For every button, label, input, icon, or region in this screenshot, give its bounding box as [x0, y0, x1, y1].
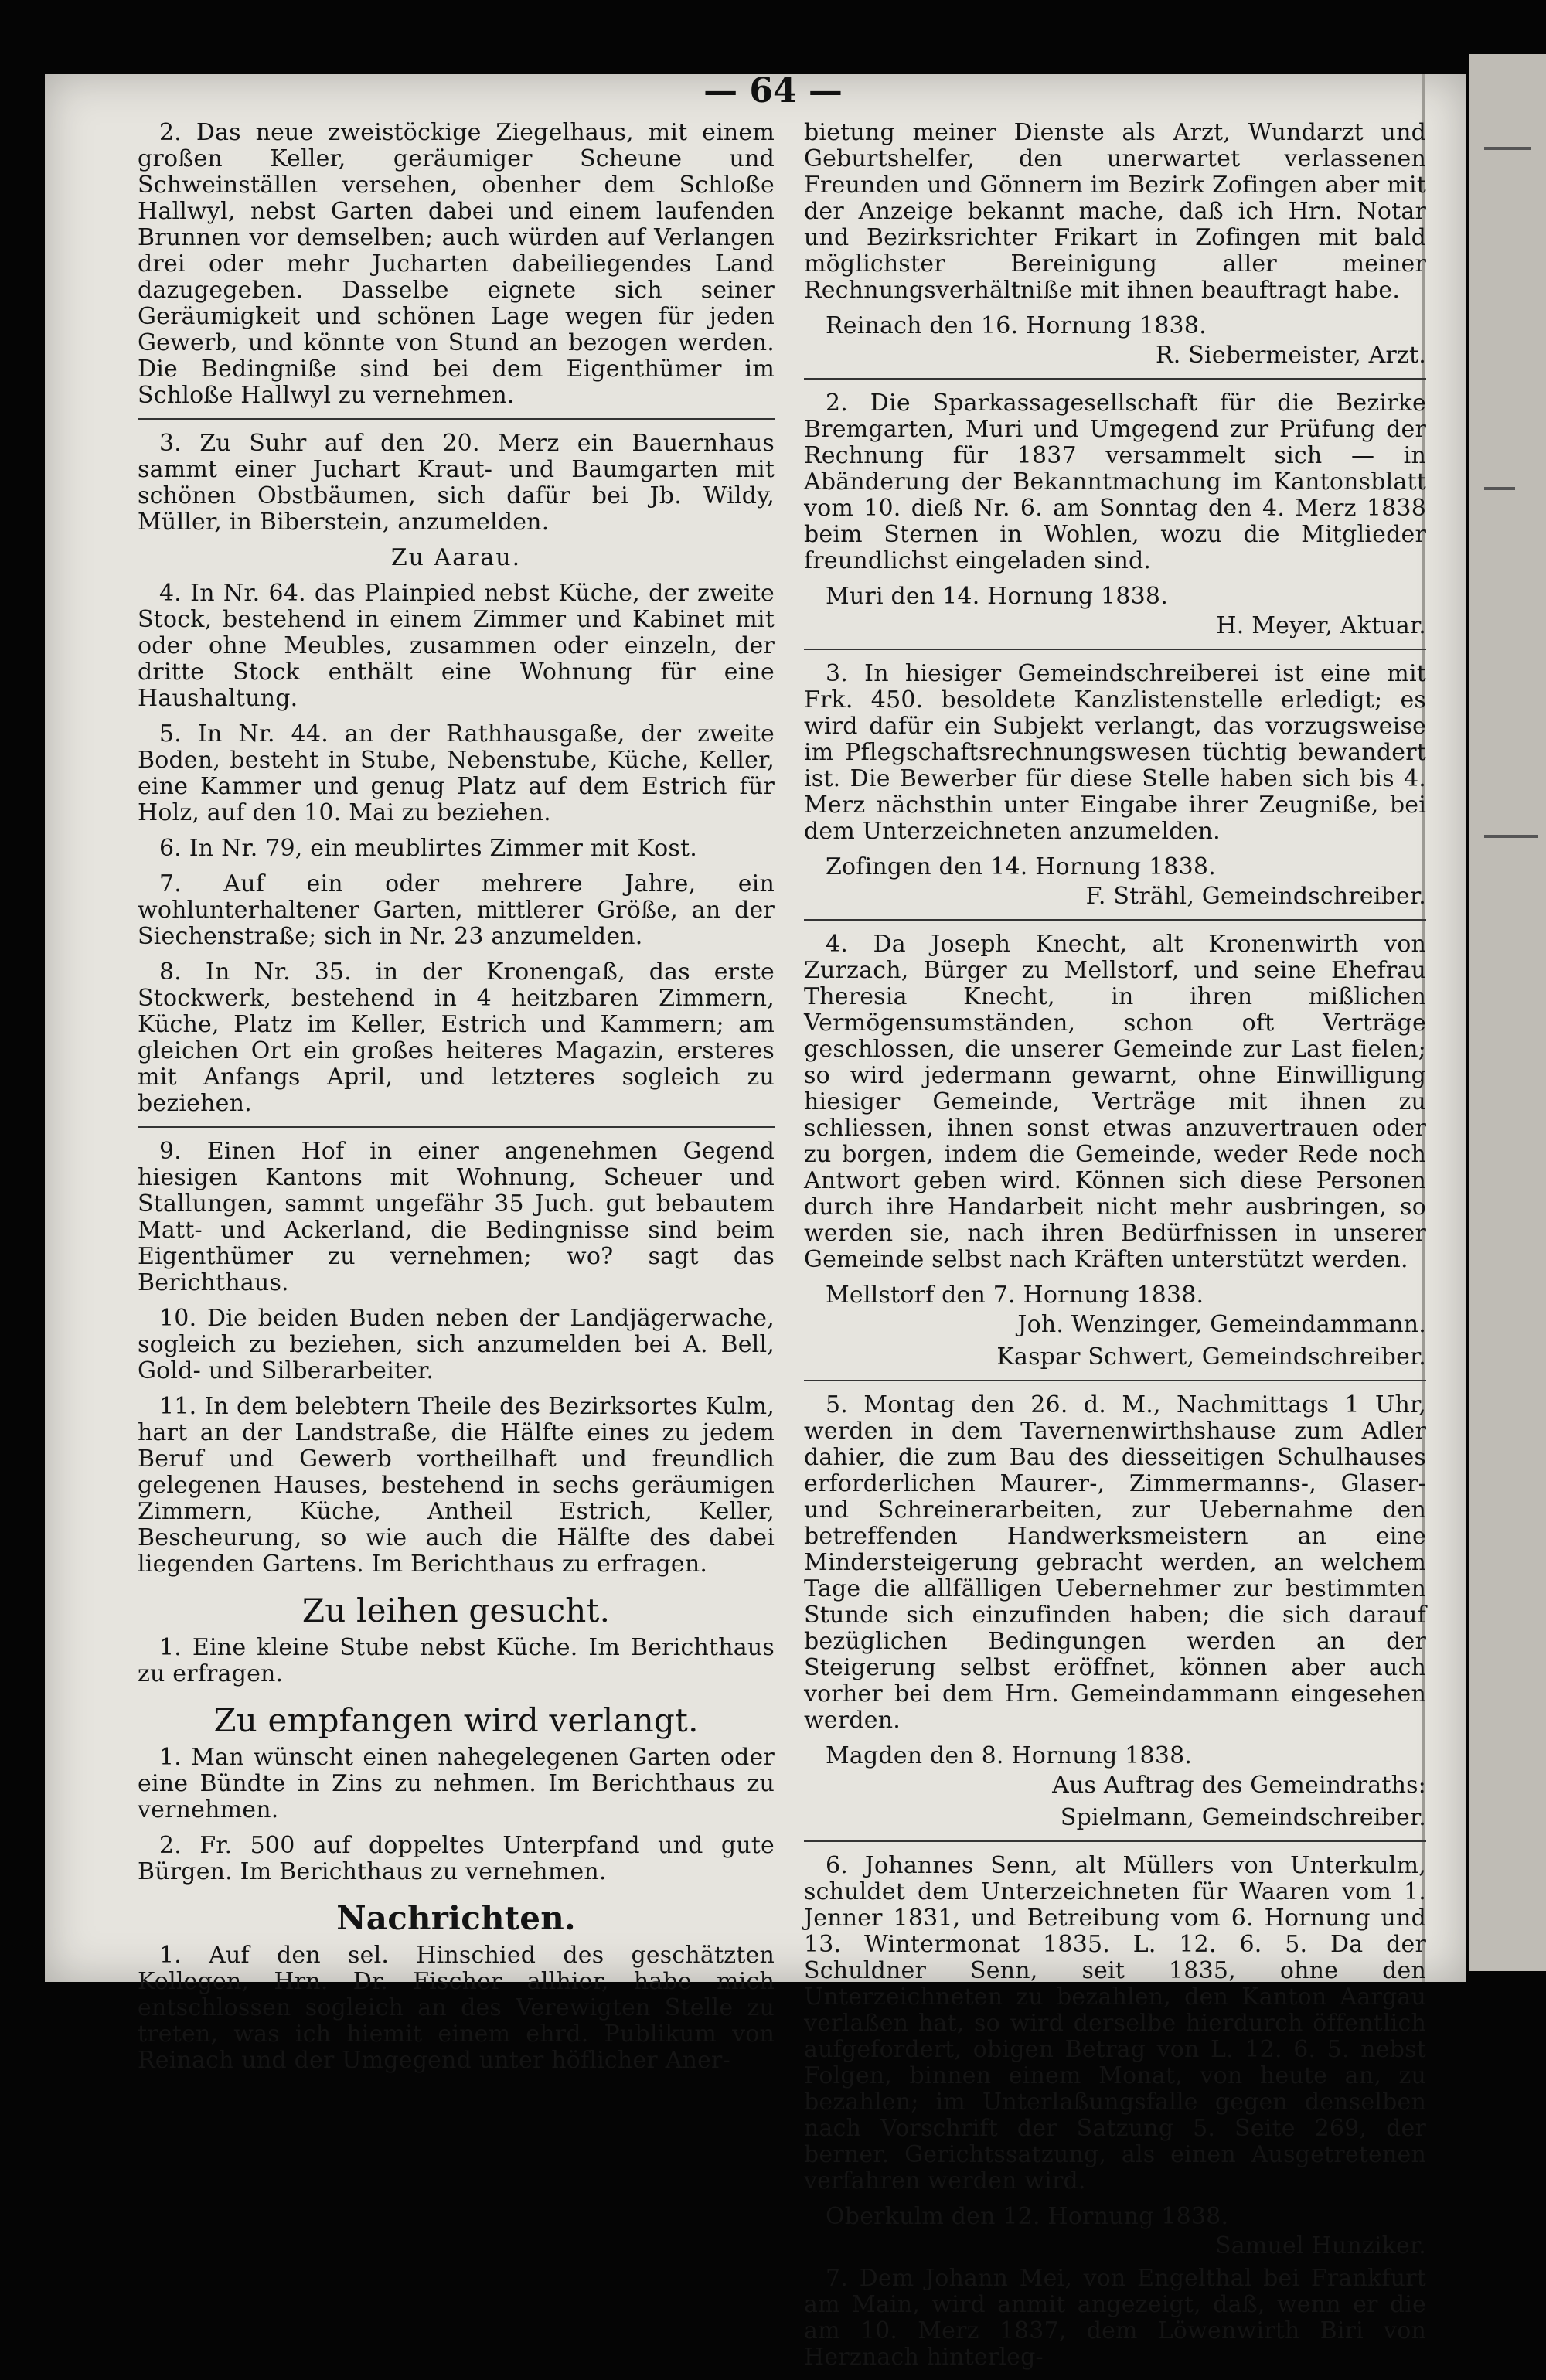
nachricht-item-3: 3. In hiesiger Gemeindschreiberei ist eine mit Frk. 450. besoldete Kanzlistenstelle erledigt; es wird dafür ein Subjekt verlangt, das vorzugsweise im Pflegschaftsrechnungswesen tüchtig bewandert ist. Die Bewerber für diese Stelle haben sich bis 4. Merz nächsthin unter Eingabe ihrer Zeugniße, bei dem Unterzeichneten anzumelden.: [804, 660, 1426, 845]
nachricht-5-signature-1: Aus Auftrag des Gemeindraths:: [1052, 1772, 1426, 1799]
ad-item-5: 5. In Nr. 44. an der Rathhausgaße, der zweite Boden, besteht in Stube, Nebenstube, Küche, Keller, eine Kammer und genug Platz auf dem Estrich für Holz, auf den 10. Mai zu beziehen.: [138, 720, 775, 826]
nachricht-1-place-date: Reinach den 16. Hornung 1838.: [826, 312, 1207, 339]
leihen-item-1: 1. Eine kleine Stube nebst Küche. Im Berichthaus zu erfragen.: [138, 1634, 775, 1687]
nachricht-item-2: 2. Die Sparkassagesellschaft für die Bezirke Bremgarten, Muri und Umgegend zur Prüfung der Rechnung für 1837 versammelt sich — in Abänderung der Bekanntmachung im Kantonsblatt vom 10. dieß Nr. 6. am Sonntag den 4. Merz 1838 beim Sternen in Wohlen, wozu die Mitglieder freundlichst eingeladen sind.: [804, 390, 1426, 574]
nachricht-4-place-date: Mellstorf den 7. Hornung 1838.: [826, 1282, 1204, 1309]
aarau-heading: Zu Aarau.: [390, 544, 522, 571]
ad-item-10: 10. Die beiden Buden neben der Landjägerwache, sogleich zu beziehen, sich anzumelden bei A. Bell, Gold- und Silberarbeiter.: [138, 1305, 775, 1384]
divider: [804, 1840, 1426, 1842]
nachricht-6-place-date: Oberkulm den 12. Hornung 1838.: [826, 2203, 1229, 2230]
divider: [804, 1380, 1426, 1381]
nachricht-4-signature-1: Joh. Wenzinger, Gemeindammann.: [1017, 1311, 1426, 1338]
left-column: [138, 120, 775, 2083]
nachricht-3-signature: F. Strähl, Gemeindschreiber.: [1085, 883, 1426, 910]
ad-item-7: 7. Auf ein oder mehrere Jahre, ein wohlunterhaltener Garten, mittlerer Größe, an der Siechenstraße; sich in Nr. 23 anzumelden.: [138, 870, 775, 950]
nachricht-4-signature-2: Kaspar Schwert, Gemeindschreiber.: [996, 1343, 1426, 1370]
nachricht-5-place-date: Magden den 8. Hornung 1838.: [826, 1742, 1193, 1769]
nachricht-2-place-date: Muri den 14. Hornung 1838.: [826, 583, 1168, 610]
ad-item-8: 8. In Nr. 35. in der Kronengaß, das erste Stockwerk, bestehend in 4 heitzbaren Zimmern, Küche, Platz im Keller, Estrich und Kammern; am gleichen Ort ein großes heiteres Magazin, ersteres mit Anfangs April, und letzteres sogleich zu beziehen.: [138, 958, 775, 1117]
heading-zu-empfangen: Zu empfangen wird verlangt.: [213, 1701, 699, 1739]
ad-item-2: 2. Das neue zweistöckige Ziegelhaus, mit einem großen Keller, geräumiger Scheune und Schweinställen versehen, obenher dem Schloße Hallwyl, nebst Garten dabei und einem laufenden Brunnen vor demselben; auch würden auf Verlangen drei oder mehr Jucharten dabeiliegendes Land dazugegeben. Dasselbe eignete sich seiner Geräumigkeit und schönen Lage wegen für jeden Gewerb, und könnte von Stund an bezogen werden. Die Bedingniße sind bei dem Eigenthümer im Schloße Hallwyl zu vernehmen.: [138, 119, 775, 409]
nachricht-1-signature: R. Siebermeister, Arzt.: [1156, 342, 1426, 369]
right-column: [804, 120, 1426, 2380]
nachricht-2-signature: H. Meyer, Aktuar.: [1216, 612, 1426, 639]
nachricht-item-1-continued: bietung meiner Dienste als Arzt, Wundarzt und Geburtshelfer, den unerwartet verlassenen Freunden und Gönnern im Bezirk Zofingen aber mit der Anzeige bekannt mache, daß ich Hrn. Notar und Bezirksrichter Frikart in Zofingen mit bald möglichster Bereinigung aller meiner Rechnungsverhältniße mit ihnen beauftragt habe.: [804, 119, 1426, 304]
nachricht-item-1: 1. Auf den sel. Hinschied des geschätzten Kollegen, Hrn. Dr. Fischer allhier, habe mich entschlossen sogleich an des Verewigten Stelle zu treten, was ich hiemit einem ehrd. Publikum von Reinach und der Umgegend unter höflicher Aner-: [138, 1942, 775, 2074]
empfangen-item-2: 2. Fr. 500 auf doppeltes Unterpfand und gute Bürgen. Im Berichthaus zu vernehmen.: [138, 1832, 775, 1885]
divider: [804, 919, 1426, 921]
nachricht-3-place-date: Zofingen den 14. Hornung 1838.: [826, 853, 1216, 880]
nachricht-5-signature-2: Spielmann, Gemeindschreiber.: [1060, 1804, 1426, 1831]
nachricht-item-7: 7. Dem Johann Mei, von Engelthal bei Frankfurt am Main, wird anmit angezeigt, daß, wenn er die am 10. Merz 1837, dem Löwenwirth Biri von Herznach hinterleg-: [804, 2265, 1426, 2371]
divider: [804, 378, 1426, 380]
empfangen-item-1: 1. Man wünscht einen nahegelegenen Garten oder eine Bündte in Zins zu nehmen. Im Berichthaus zu vernehmen.: [138, 1744, 775, 1823]
divider: [138, 1126, 775, 1128]
nachricht-item-6: 6. Johannes Senn, alt Müllers von Unterkulm, schuldet dem Unterzeichneten für Waaren vom 1. Jenner 1831, und Betreibung vom 6. Hornung und 13. Wintermonat 1835. L. 12. 6. 5. Da der Schuldner Senn, seit 1835, ohne den Unterzeichneten zu bezahlen, den Kanton Aargau verlaßen hat, so wird derselbe hierdurch öffentlich aufgefordert, obigen Betrag von L. 12. 6. 5. nebst Folgen, binnen einem Monat, von heute an, zu bezahlen; im Unterlaßungsfalle gegen denselben nach Vorschrift der Satzung 5. Seite 269, der berner. Gerichtssatzung, als einen Ausgetretenen verfahren werden wird.: [804, 1852, 1426, 2194]
adjacent-page-edge: [1469, 54, 1546, 1971]
heading-nachrichten: Nachrichten.: [336, 1899, 576, 1937]
divider: [804, 649, 1426, 650]
ad-item-3: 3. Zu Suhr auf den 20. Merz ein Bauernhaus sammt einer Juchart Kraut- und Baumgarten mit schönen Obstbäumen, sich dafür bei Jb. Wildy, Müller, in Biberstein, anzumelden.: [138, 430, 775, 536]
nachricht-item-4: 4. Da Joseph Knecht, alt Kronenwirth von Zurzach, Bürger zu Mellstorf, und seine Ehefrau Theresia Knecht, in ihren mißlichen Vermögensumständen, schon oft Verträge geschlossen, die unserer Gemeinde zur Last fielen; so wird jedermann gewarnt, ohne Einwilligung hiesiger Gemeinde, Verträge mit ihnen zu schliessen, ihnen sonst etwas anzuvertrauen oder zu borgen, indem die Gemeinde, weder Rede noch Antwort geben wird. Können sich diese Personen durch ihre Handarbeit nicht mehr ausbringen, so werden sie, nach ihren Bedürfnissen in unserer Gemeinde selbst nach Kräften unterstützt werden.: [804, 931, 1426, 1273]
page-number: — 64 —: [703, 71, 843, 111]
ad-item-6: 6. In Nr. 79, ein meublirtes Zimmer mit Kost.: [159, 835, 697, 862]
divider: [138, 418, 775, 420]
nachricht-6-signature: Samuel Hunziker.: [1214, 2232, 1426, 2259]
ad-item-11: 11. In dem belebtern Theile des Bezirksortes Kulm, hart an der Landstraße, die Hälfte eines zu jedem Beruf und Gewerb vortheilhaft und freundlich gelegenen Hauses, bestehend in sechs geräumigen Zimmern, Küche, Antheil Estrich, Keller, Bescheurung, so wie auch die Hälfte des dabei liegenden Gartens. Im Berichthaus zu erfragen.: [138, 1393, 775, 1578]
ad-item-9: 9. Einen Hof in einer angenehmen Gegend hiesigen Kantons mit Wohnung, Scheuer und Stallungen, sammt ungefähr 35 Juch. gut bebautem Matt- und Ackerland, die Bedingnisse sind beim Eigenthümer zu vernehmen; wo? sagt das Berichthaus.: [138, 1138, 775, 1296]
heading-zu-leihen: Zu leihen gesucht.: [301, 1592, 611, 1629]
ad-item-4: 4. In Nr. 64. das Plainpied nebst Küche, der zweite Stock, bestehend in einem Zimmer und Kabinet mit oder ohne Meubles, zusammen oder einzeln, der dritte Stock enthält eine Wohnung für eine Haushaltung.: [138, 580, 775, 712]
nachricht-item-5: 5. Montag den 26. d. M., Nachmittags 1 Uhr, werden in dem Tavernenwirthshause zum Adler dahier, die zum Bau des diesseitigen Schulhauses erforderlichen Maurer-, Zimmermanns-, Glaser- und Schreinerarbeiten, zur Uebernahme den betreffenden Handwerksmeistern an eine Mindersteigerung gebracht werden, an welchem Tage die allfälligen Uebernehmer zur bestimmten Stunde sich einzufinden haben; die sich darauf bezüglichen Bedingungen werden an der Steigerung selbst eröffnet, können aber auch vorher bei dem Hrn. Gemeindammann eingesehen werden.: [804, 1391, 1426, 1734]
